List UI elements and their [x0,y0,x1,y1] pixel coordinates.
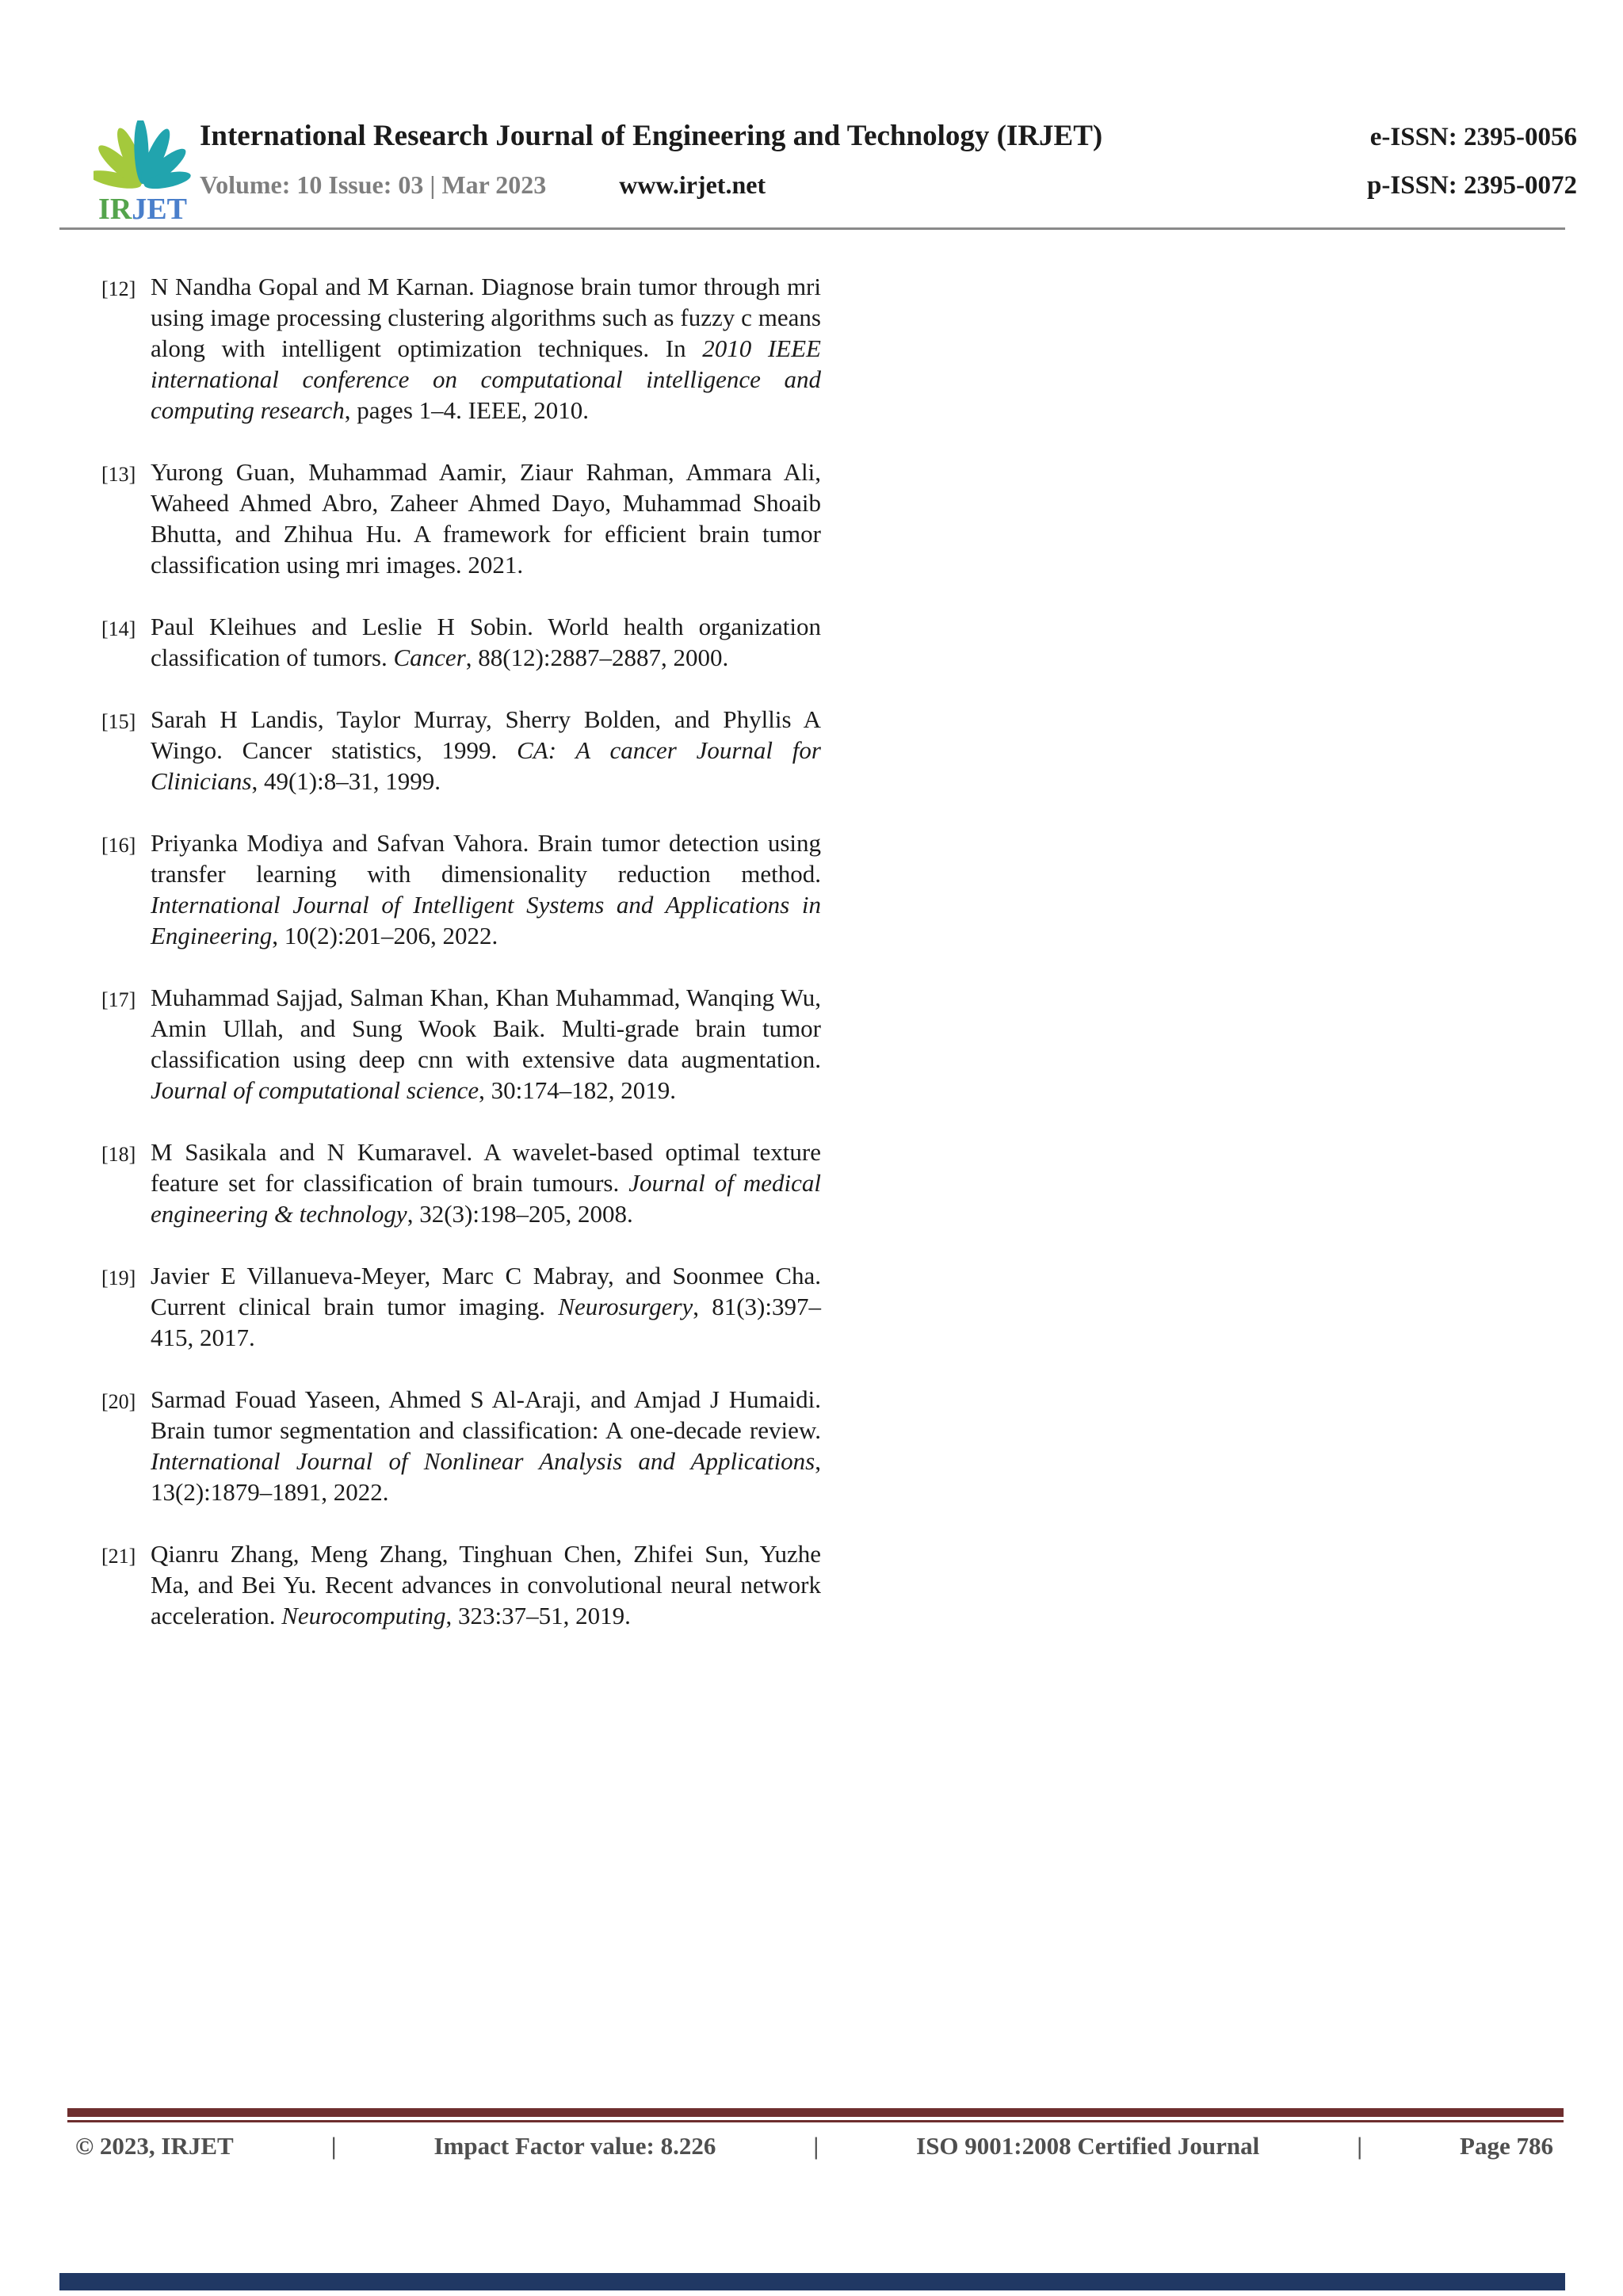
reference-number: [16] [101,834,136,857]
journal-header [94,119,1577,230]
reference-item [101,704,821,797]
reference-text: Priyanka Modiya and Safvan Vahora. Brain tumor detection using transfer learning with dimensionality reduction method. International Journal of Intelligent Systems and Applications in Engineering, 10(2):201–206, 2022. [151,829,821,949]
bottom-accent-bar [59,2273,1565,2290]
logo-wordmark [98,193,187,225]
reference-item [101,1260,821,1353]
footer-divider-thick-line [67,2108,1564,2117]
reference-number: [14] [101,617,136,640]
footer-divider-thin-line [67,2120,1564,2122]
reference-text: Qianru Zhang, Meng Zhang, Tinghuan Chen, Zhifei Sun, Yuzhe Ma, and Bei Yu. Recent advances in convolutional neural network acceleration. Neurocomputing, 323:37–51, 2019. [151,1540,821,1629]
references-list [101,271,821,1662]
reference-item [101,1538,821,1631]
irjet-logo-icon [94,120,192,225]
footer [75,2132,1553,2160]
reference-number: [18] [101,1143,136,1166]
footer-separator: | [813,2132,819,2160]
reference-text: Muhammad Sajjad, Salman Khan, Khan Muhammad, Wanqing Wu, Amin Ullah, and Sung Wook Baik. Multi-grade brain tumor classification using deep cnn with extensive data augmentation. Journal of computational science, 30:174–182, 2019. [151,984,821,1104]
footer-impact-factor: Impact Factor value: 8.226 [433,2132,716,2160]
e-issn: e-ISSN: 2395-0056 [1369,123,1577,151]
reference-text: Sarah H Landis, Taylor Murray, Sherry Bolden, and Phyllis A Wingo. Cancer statistics, 1999. CA: A cancer Journal for Clinicians, 49(1):8–31, 1999. [151,705,821,795]
header-divider [59,227,1565,230]
footer-page-number: Page 786 [1460,2132,1553,2160]
reference-text: Sarmad Fouad Yaseen, Ahmed S Al-Araji, and Amjad J Humaidi. Brain tumor segmentation and classification: A one-decade review. International Journal of Nonlinear Analysis and Applications, 13(2):1879–1891, 2022. [151,1385,821,1506]
reference-text: M Sasikala and N Kumaravel. A wavelet-based optimal texture feature set for classification of brain tumours. Journal of medical engineering & technology, 32(3):198–205, 2008. [151,1138,821,1228]
reference-item [101,1384,821,1507]
reference-text: N Nandha Gopal and M Karnan. Diagnose brain tumor through mri using image processing clustering algorithms such as fuzzy c means along with intelligent optimization techniques. In 2010 IEEE international conference on computational intelligence and computing research, pages 1–4. IEEE, 2010. [151,273,821,424]
reference-number: [21] [101,1545,136,1568]
journal-website: www.irjet.net [619,170,766,199]
reference-item [101,982,821,1106]
volume-issue: Volume: 10 Issue: 03 | Mar 2023 [200,170,547,199]
reference-number: [20] [101,1390,136,1413]
reference-text: Javier E Villanueva-Meyer, Marc C Mabray, and Soonmee Cha. Current clinical brain tumor imaging. Neurosurgery, 81(3):397–415, 2017. [151,1262,821,1351]
reference-number: [19] [101,1266,136,1289]
logo-leaves [94,120,192,192]
footer-iso-certification: ISO 9001:2008 Certified Journal [916,2132,1260,2160]
footer-separator: | [330,2132,337,2160]
reference-item [101,271,821,426]
reference-text: Paul Kleihues and Leslie H Sobin. World health organization classification of tumors. Cancer, 88(12):2887–2887, 2000. [151,613,821,671]
reference-item [101,611,821,673]
journal-title: International Research Journal of Engineering and Technology (IRJET) [200,120,1103,152]
header-text-block [200,119,1577,201]
p-issn: p-ISSN: 2395-0072 [1367,171,1577,200]
footer-divider [67,2108,1564,2122]
logo-jet-text: JET [132,193,187,225]
reference-item [101,457,821,580]
reference-text: Yurong Guan, Muhammad Aamir, Ziaur Rahman, Ammara Ali, Waheed Ahmed Abro, Zaheer Ahmed Dayo, Muhammad Shoaib Bhutta, and Zhihua Hu. A framework for efficient brain tumor classification using mri images. 2021. [151,458,821,579]
reference-number: [15] [101,710,136,733]
logo-ir-text: IR [98,193,132,225]
footer-copyright: © 2023, IRJET [75,2132,234,2160]
reference-number: [13] [101,463,136,486]
footer-separator: | [1357,2132,1363,2160]
reference-item [101,827,821,951]
reference-number: [12] [101,277,136,300]
reference-number: [17] [101,988,136,1011]
reference-item [101,1137,821,1229]
